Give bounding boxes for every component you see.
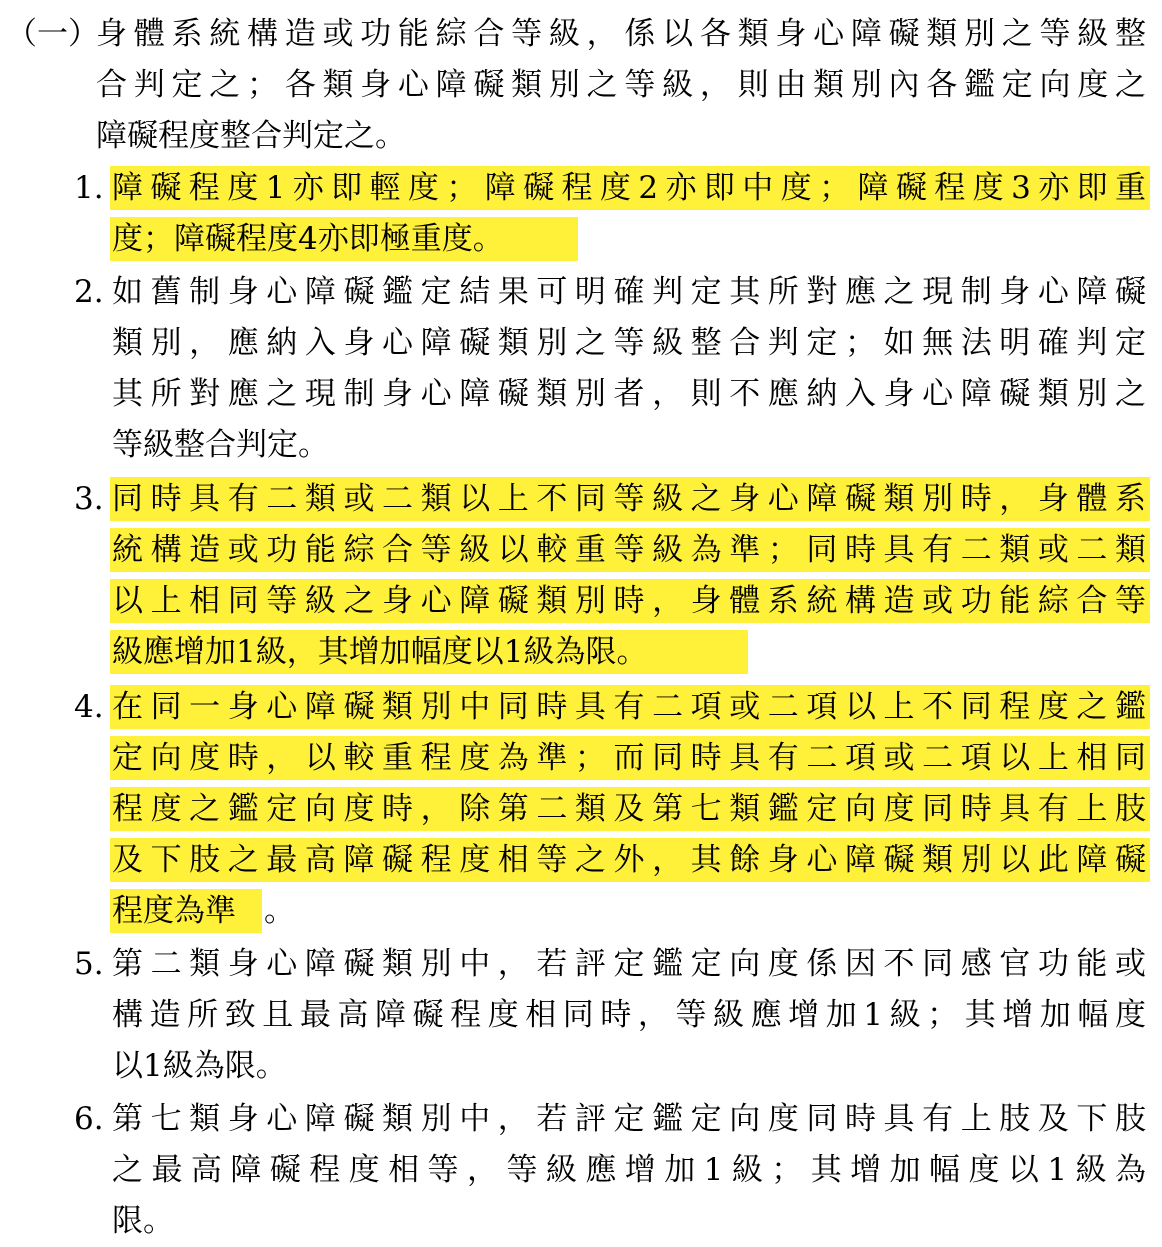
item-4-line-1: 在同一身心障礙類別中同時具有二項或二項以上不同程度之鑑 — [112, 689, 1146, 725]
item-5-line-1: 第二類身心障礙類別中，若評定鑑定向度係因不同感官功能或 — [112, 946, 1146, 982]
item-4-line-5: 程度為準 — [112, 893, 236, 929]
section-line-3: 障礙程度整合判定之。 — [96, 118, 406, 154]
item-5-number: 5. — [74, 946, 104, 982]
item-5-line-2: 構造所致且最高障礙程度相同時，等級應增加1級；其增加幅度 — [112, 997, 1146, 1033]
item-4-line-2: 定向度時，以較重程度為準；而同時具有二項或二項以上相同 — [112, 740, 1146, 776]
item-2-line-4: 等級整合判定。 — [112, 427, 329, 463]
item-1-line-2: 度；障礙程度4亦即極重度。 — [112, 221, 504, 257]
item-2-number: 2. — [74, 274, 104, 310]
item-6-line-2: 之最高障礙程度相等，等級應增加1級；其增加幅度以1級為 — [112, 1152, 1146, 1188]
item-3-line-3: 以上相同等級之身心障礙類別時，身體系統構造或功能綜合等 — [112, 583, 1146, 619]
section-marker: （一） — [6, 16, 99, 52]
item-1-line-1: 障礙程度1亦即輕度；障礙程度2亦即中度；障礙程度3亦即重 — [112, 170, 1146, 206]
item-3-line-1: 同時具有二類或二類以上不同等級之身心障礙類別時，身體系 — [112, 481, 1146, 517]
item-5-line-3: 以1級為限。 — [112, 1048, 287, 1084]
item-4-trailing-period: 。 — [264, 893, 295, 929]
item-2-line-2: 類別，應納入身心障礙類別之等級整合判定；如無法明確判定 — [112, 325, 1146, 361]
item-3-line-2: 統構造或功能綜合等級以較重等級為準；同時具有二類或二類 — [112, 532, 1146, 568]
item-6-line-1: 第七類身心障礙類別中，若評定鑑定向度同時具有上肢及下肢 — [112, 1101, 1146, 1137]
item-3-number: 3. — [74, 481, 104, 517]
item-3-line-4: 級應增加1級，其增加幅度以1級為限。 — [112, 634, 648, 670]
section-line-2: 合判定之；各類身心障礙類別之等級，則由類別內各鑑定向度之 — [96, 67, 1146, 103]
item-1-number: 1. — [74, 170, 104, 206]
section-line-1: 身體系統構造或功能綜合等級，係以各類身心障礙類別之等級整 — [96, 16, 1146, 52]
item-6-line-3: 限。 — [112, 1203, 174, 1239]
item-2-line-1: 如舊制身心障礙鑑定結果可明確判定其所對應之現制身心障礙 — [112, 274, 1146, 310]
item-4-line-4: 及下肢之最高障礙程度相等之外，其餘身心障礙類別以此障礙 — [112, 842, 1146, 878]
item-6-number: 6. — [74, 1101, 104, 1137]
item-4-number: 4. — [74, 689, 104, 725]
item-4-line-3: 程度之鑑定向度時，除第二類及第七類鑑定向度同時具有上肢 — [112, 791, 1146, 827]
item-2-line-3: 其所對應之現制身心障礙類別者，則不應納入身心障礙類別之 — [112, 376, 1146, 412]
